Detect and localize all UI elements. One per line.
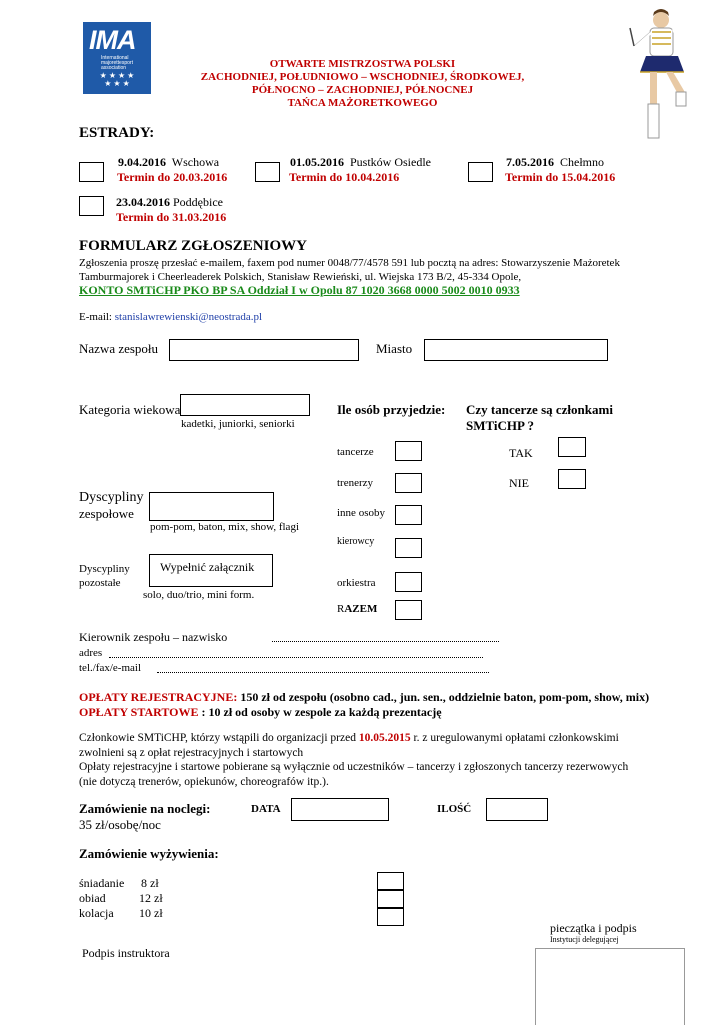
fill-attachment-note: Wypełnić załącznik [160,560,255,574]
dancers-count-field[interactable] [395,441,422,461]
lodging-label: Zamówienie na noclegi: [79,801,211,816]
event-poddebice: 23.04.2016 Poddębice [116,195,223,209]
start-fee: OPŁATY STARTOWE : 10 zł od osoby w zespole za każdą prezentację [79,705,442,719]
event-wschowa: 9.04.2016 Wschowa [118,155,220,169]
lodging-price: 35 zł/osobę/noc [79,817,161,832]
logo-subtitle: International majorettesport association [101,55,133,71]
event-deadline: Termin do 20.03.2016 [117,170,228,184]
members-heading: Czy tancerze są członkami SMTiCHP ? [466,402,613,433]
other-disciplines-label: Dyscypliny pozostałe [79,563,130,589]
no-label: NIE [509,476,529,490]
category-field[interactable] [180,394,310,416]
instructor-signature-label: Podpis instruktora [82,946,170,960]
trainers-count-field[interactable] [395,473,422,493]
address-line: adres [79,647,483,659]
lunch-count-field[interactable] [377,890,404,908]
leader-input-line[interactable] [272,641,499,642]
category-label: Kategoria wiekowa [79,402,181,417]
team-disciplines-label: Dyscypliny zespołowe [79,490,144,521]
persons-drivers-label: kierowcy [337,536,375,547]
dinner-count-field[interactable] [377,908,404,926]
form-intro: Zgłoszenia proszę przesłać e-mailem, faxem pod numer 0048/77/4578 591 lub pocztą na adres: Stowarzyszenie Mażoretek Tamburmajorek i Cheerleaderek Polskich, Stanisław Rewieński, ul. Wiejska 173 B/2, 45-334 Opole, [79,257,620,283]
event-deadline: Termin do 10.04.2016 [289,170,400,184]
phone-line: tel./fax/e-mail [79,662,489,674]
fees-notes: Członkowie SMTiCHP, którzy wstąpili do organizacji przed 10.05.2015 r. z uregulowanymi opłatami członkowskimi zwolnieni są z opłat rejestracyjnych i startowych Opłaty rejestracyjne i startowe pobierane są wyłącznie od uczestników – tancerzy i zgłoszonych tancerzy rezerwowych (nie dotyczą trenerów, opiekunów, choreografów itp.). [79,732,629,788]
lodging-quantity-field[interactable] [486,798,548,821]
event-checkbox-wschowa[interactable] [79,162,104,182]
persons-trainers-label: trenerzy [337,477,374,489]
header-title: OTWARTE MISTRZOSTWA POLSKI ZACHODNIEJ, POŁUDNIOWO – WSCHODNIEJ, ŚRODKOWEJ, PÓŁNOCNO – ZACHODNIEJ, PÓŁNOCNEJ TAŃCA MAŻORETKOWEGO [200,58,525,109]
no-checkbox[interactable] [558,469,586,489]
event-deadline: Termin do 31.03.2016 [116,210,227,224]
logo-text: IMA [89,25,136,55]
event-deadline: Termin do 15.04.2016 [505,170,616,184]
team-disciplines-field[interactable] [149,492,274,521]
event-checkbox-chelmno[interactable] [468,162,493,182]
form-title: FORMULARZ ZGŁOSZENIOWY [79,238,307,254]
address-input-line[interactable] [109,657,483,658]
stamp-label: pieczątka i podpis [550,921,637,935]
estrady-heading: ESTRADY: [79,125,155,141]
event-checkbox-pustkow[interactable] [255,162,280,182]
team-disciplines-hint: pom-pom, baton, mix, show, flagi [150,521,299,533]
lodging-date-field[interactable] [291,798,389,821]
team-name-field[interactable] [169,339,359,361]
meals-list: śniadanie 8 zł obiad 12 zł kolacja 10 zł [79,876,163,920]
breakfast-count-field[interactable] [377,872,404,890]
other-count-field[interactable] [395,505,422,525]
drivers-count-field[interactable] [395,538,422,558]
bank-account: KONTO SMTiCHP PKO BP SA Oddział I w Opolu 87 1020 3668 0000 5002 0010 0933 [79,283,520,297]
yes-label: TAK [509,446,533,460]
total-count-field[interactable] [395,600,422,620]
event-checkbox-poddebice[interactable] [79,196,104,216]
persons-orchestra-label: orkiestra [337,577,376,589]
leader-line: Kierownik zespołu – nazwisko [79,630,499,645]
stars-icon: ★ ★ ★ ★ ★ ★ ★ [99,71,135,88]
quantity-label: ILOŚĆ [437,803,472,815]
persons-heading: Ile osób przyjedzie: [337,402,446,417]
stamp-signature-box[interactable] [535,948,685,1025]
category-hint: kadetki, juniorki, seniorki [181,418,295,430]
team-name-label: Nazwa zespołu [79,341,159,356]
date-label: DATA [251,803,281,815]
email-link[interactable]: stanislawrewienski@neostrada.pl [114,311,263,323]
city-label: Miasto [376,341,413,356]
other-disciplines-hint: solo, duo/trio, mini form. [143,589,255,601]
total-label: RAZEM [337,603,378,615]
persons-dancers-label: tancerze [337,446,374,458]
other-disciplines-field[interactable] [149,554,273,587]
orchestra-count-field[interactable] [395,572,422,592]
city-field[interactable] [424,339,608,361]
meals-label: Zamówienie wyżywienia: [79,846,219,861]
event-chelmno: 7.05.2016 Chełmno [506,155,604,169]
persons-other-label: inne osoby [337,507,385,519]
email-line: E-mail: stanislawrewienski@neostrada.pl [79,311,263,323]
phone-input-line[interactable] [157,672,489,673]
stamp-sublabel: Instytucji delegującej [550,935,619,944]
event-pustkow: 01.05.2016 Pustków Osiedle [290,155,431,169]
registration-fee: OPŁATY REJESTRACYJNE: 150 zł od zespołu (osobno cad., jun. sen., oddzielnie baton, pom-pom, show, mix) [79,690,650,704]
yes-checkbox[interactable] [558,437,586,457]
